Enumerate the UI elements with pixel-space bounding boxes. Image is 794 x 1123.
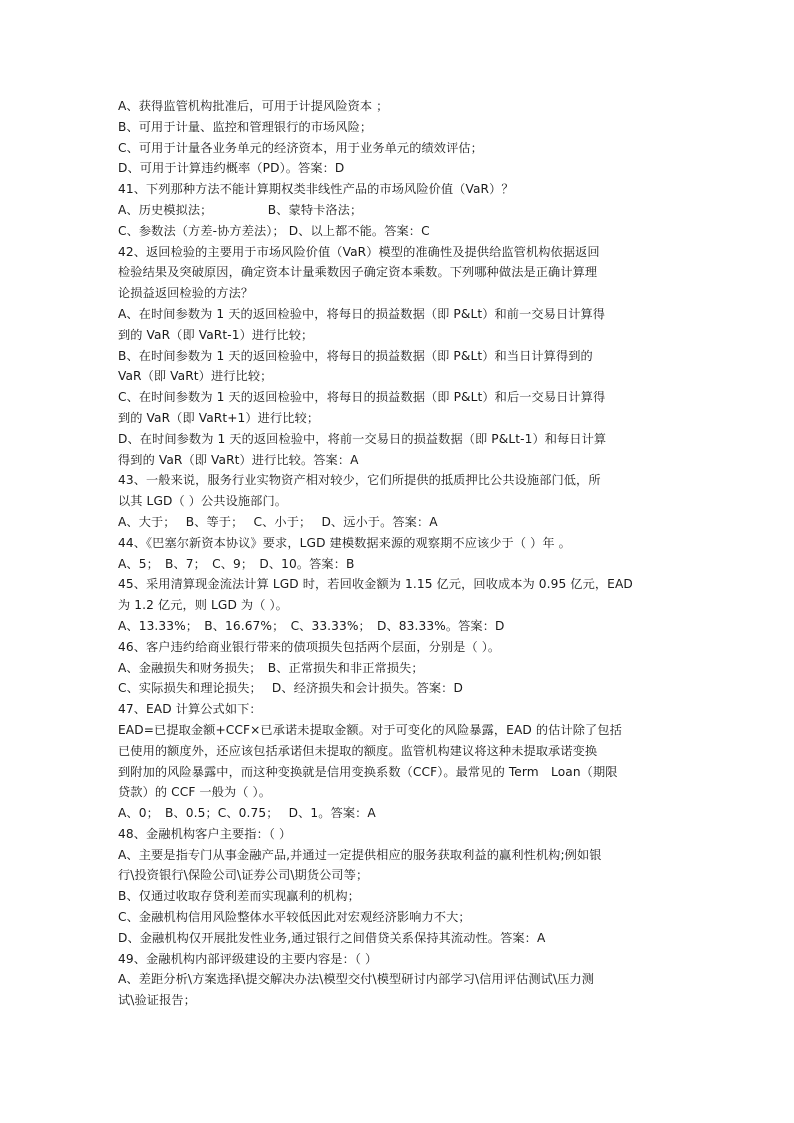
text-line: C、参数法（方差-协方差法）； D、以上都不能。答案：C: [118, 223, 430, 238]
text-line: A、获得监管机构批准后，可用于计提风险资本 ；: [118, 99, 389, 113]
text-line: 论损益返回检验的方法？: [118, 286, 254, 301]
text-line: A、5； B、7； C、9； D、10。答案：B: [118, 556, 355, 571]
text-line: A、0； B、0.5；C、0.75； D、1。答案：A: [118, 806, 376, 821]
question-43: 43、一般来说，服务行业实物资产相对较少，它们所提供的抵质押比公共设施部门低，所: [118, 473, 601, 488]
text-line: A、差距分析\方案选择\提交解决办法\模型交付\模型研讨内部学习\信用评估测试\压力测: [118, 972, 595, 987]
text-line: 为 1.2 亿元，则 LGD 为（ ）。: [118, 598, 288, 613]
text-line: 检验结果及突破原因，确定资本计量乘数因子确定资本乘数。下列哪种做法是正确计算理: [118, 265, 598, 280]
question-45: 45、采用清算现金流法计算 LGD 时，若回收金额为 1.15 亿元，回收成本为 0.95 亿元，EAD: [118, 577, 633, 592]
text-line: C、可用于计量各业务单元的经济资本，用于业务单元的绩效评估；: [118, 140, 483, 155]
text-line: EAD=已提取金额+CCF×已承诺未提取金额。对于可变化的风险暴露，EAD 的估计除了包括: [118, 722, 622, 737]
text-line: 试\验证报告；: [118, 993, 196, 1008]
text-line: B、在时间参数为 1 天的返回检验中，将每日的损益数据（即 P&Lt）和当日计算得到的: [118, 348, 593, 363]
text-line: C、在时间参数为 1 天的返回检验中，将每日的损益数据（即 P&Lt）和后一交易日计算得: [118, 390, 606, 405]
text-line: A、在时间参数为 1 天的返回检验中，将每日的损益数据（即 P&Lt）和前一交易日计算得: [118, 306, 606, 321]
question-47: 47、EAD 计算公式如下：: [118, 702, 262, 717]
question-48: 48、金融机构客户主要指：（ ）: [118, 826, 292, 841]
question-46: 46、客户违约给商业银行带来的债项损失包括两个层面，分别是（ ）。: [118, 639, 501, 654]
text-line: D、金融机构仅开展批发性业务,通过银行之间借贷关系保持其流动性。答案：A: [118, 930, 546, 945]
text-line: A、13.33%； B、16.67%； C、33.33%； D、83.33%。答案：D: [118, 618, 505, 633]
text-line: VaR（即 VaRt）进行比较；: [118, 369, 273, 384]
text-line: 到附加的风险暴露中，而这种变换就是信用变换系数（CCF）。最常见的 Term Loan（期限: [118, 764, 618, 779]
question-41: 41、下列那种方法不能计算期权类非线性产品的市场风险价值（VaR）？: [118, 182, 514, 197]
question-42: 42、返回检验的主要用于市场风险价值（VaR）模型的准确性及提供给监管机构依据返回: [118, 244, 600, 259]
text-line: 得到的 VaR（即 VaRt）进行比较。答案：A: [118, 452, 359, 467]
text-line: A、主要是指专门从事金融产品,并通过一定提供相应的服务获取利益的赢利性机构;例如银: [118, 847, 602, 862]
text-line: A、大于； B、等于； C、小于； D、远小于。答案：A: [118, 514, 438, 529]
question-49: 49、金融机构内部评级建设的主要内容是：（ ）: [118, 951, 378, 966]
text-line: 以其 LGD（ ）公共设施部门。: [118, 494, 288, 509]
text-line: B、可用于计量、监控和管理银行的市场风险；: [118, 119, 373, 134]
text-line: A、金融损失和财务损失； B、正常损失和非正常损失；: [118, 660, 424, 675]
text-line: A、历史模拟法； B、蒙特卡洛法；: [118, 202, 363, 217]
text-line: 到的 VaR（即 VaRt+1）进行比较；: [118, 410, 320, 425]
text-line: D、可用于计算违约概率（PD）。答案：D: [118, 161, 345, 176]
text-line: C、金融机构信用风险整体水平较低因此对宏观经济影响力不大；: [118, 910, 471, 925]
text-line: 已使用的额度外，还应该包括承诺但未提取的额度。监管机构建议将这种未提取承诺变换: [118, 743, 598, 758]
text-line: 贷款）的 CCF 一般为（ ）。: [118, 785, 272, 800]
question-44: 44、《巴塞尔新资本协议》要求，LGD 建模数据来源的观察期不应该少于（ ）年 。: [118, 535, 571, 550]
text-line: D、在时间参数为 1 天的返回检验中，将前一交易日的损益数据（即 P&Lt-1）和每日计算: [118, 431, 607, 446]
text-line: 行\投资银行\保险公司\证券公司\期货公司等；: [118, 868, 369, 883]
document-body: [118, 96, 678, 1011]
text-line: B、仅通过收取存贷利差而实现赢利的机构；: [118, 889, 360, 904]
text-line: C、实际损失和理论损失； D、经济损失和会计损失。答案：D: [118, 681, 463, 696]
text-line: 到的 VaR（即 VaRt-1）进行比较；: [118, 327, 314, 342]
